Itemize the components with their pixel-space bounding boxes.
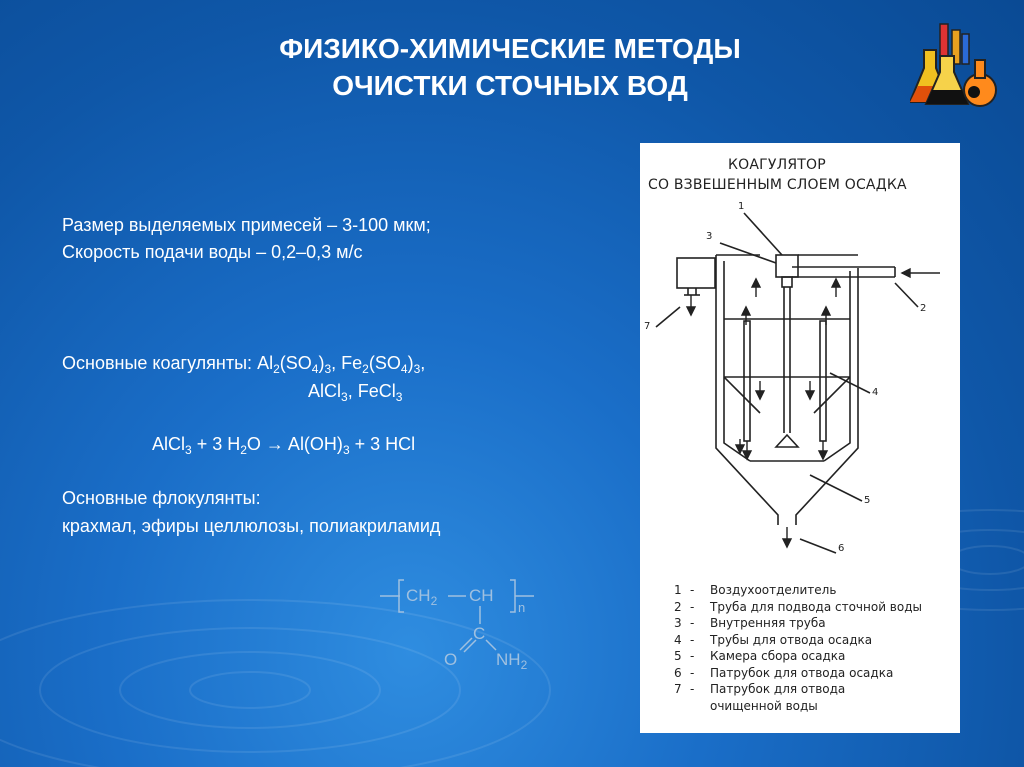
legend-item <box>648 666 960 683</box>
repeat-index: n <box>518 600 526 615</box>
diagram-legend <box>648 583 960 715</box>
legend-item <box>648 600 960 617</box>
formula-part: ) <box>318 353 325 373</box>
subscript: 3 <box>395 390 403 404</box>
legend-item <box>648 682 960 699</box>
diagram-title-2: СО ВЗВЕШЕННЫМ СЛОЕМ ОСАДКА <box>648 177 907 193</box>
oxygen-atom: O <box>444 650 458 669</box>
legend-item-continuation <box>648 699 960 716</box>
legend-text: Трубы для отвода осадка <box>710 632 873 647</box>
legend-text: Воздухоотделитель <box>710 583 837 597</box>
slide-title <box>150 30 870 104</box>
coagulants-line <box>62 351 425 375</box>
hydrolysis-reaction <box>152 432 415 456</box>
formula-part: (SO <box>368 353 401 373</box>
legend-item <box>648 649 960 666</box>
legend-dash: - <box>690 583 695 597</box>
legend-item <box>648 616 960 633</box>
legend-dash: - <box>690 649 695 663</box>
flocculants-list: крахмал, эфиры целлюлозы, полиакриламид <box>62 516 441 536</box>
legend-number: 1 <box>674 583 682 597</box>
formula-part: NH <box>496 650 521 669</box>
legend-dash: - <box>690 632 695 647</box>
subscript: 2 <box>520 658 528 672</box>
subscript: 3 <box>341 390 348 404</box>
coagulator-schematic <box>640 143 960 583</box>
legend-number: 4 <box>674 632 682 647</box>
formula-part: + 3 HCl <box>349 434 416 454</box>
label-7: 7 <box>644 321 651 332</box>
label-2: 2 <box>920 303 927 314</box>
formula-part: , Fe <box>331 353 363 373</box>
legend-number: 2 <box>674 599 682 614</box>
subscript: 2 <box>240 443 247 457</box>
formula-part: , <box>420 353 426 373</box>
subscript: 4 <box>400 362 408 376</box>
label-1: 1 <box>738 201 745 212</box>
ch-group: CH <box>469 586 494 605</box>
subscript: 3 <box>413 362 421 376</box>
subscript: 2 <box>273 362 280 376</box>
diagram-title-1: КОАГУЛЯТОР <box>728 157 826 173</box>
subscript: 4 <box>311 362 319 376</box>
legend-text: Патрубок для отвода <box>710 682 846 696</box>
title-line-2: ОЧИСТКИ СТОЧНЫХ ВОД <box>332 70 688 101</box>
subscript: 3 <box>185 443 192 457</box>
legend-number: 5 <box>674 649 682 663</box>
carbonyl-carbon: C <box>473 624 486 643</box>
formula-part: AlCl <box>152 434 186 454</box>
legend-text: очищенной воды <box>710 698 818 713</box>
amide-group <box>496 650 527 670</box>
coagulator-diagram-panel <box>640 143 960 733</box>
legend-number: 7 <box>674 682 682 696</box>
subscript: 3 <box>324 362 332 376</box>
legend-dash: - <box>690 599 695 614</box>
legend-dash: - <box>690 682 695 696</box>
formula-part: , FeCl <box>347 381 396 401</box>
formula-part: (SO <box>279 353 312 373</box>
flocculants-label: Основные флокулянты: <box>62 488 261 508</box>
polyacrylamide-structure <box>372 570 552 680</box>
formula-part: ) <box>407 353 414 373</box>
subscript: 2 <box>362 362 369 376</box>
legend-item <box>648 583 960 600</box>
legend-number: 3 <box>674 616 682 630</box>
legend-text: Камера сбора осадка <box>710 649 846 663</box>
chemistry-flasks-icon <box>910 20 1000 112</box>
coagulants-line-2 <box>308 379 402 403</box>
legend-dash: - <box>690 665 695 680</box>
legend-text: Труба для подвода сточной воды <box>710 599 922 614</box>
formula-part: Al <box>257 353 274 373</box>
label-3: 3 <box>706 231 713 242</box>
legend-text: Патрубок для отвода осадка <box>710 665 894 680</box>
label-5: 5 <box>864 495 871 506</box>
legend-number: 6 <box>674 665 682 680</box>
ch2-group <box>406 586 437 606</box>
title-line-1: ФИЗИКО-ХИМИЧЕСКИЕ МЕТОДЫ <box>279 33 741 64</box>
formula-part: + 3 H <box>191 434 241 454</box>
legend-dash: - <box>690 616 695 630</box>
coagulants-label: Основные коагулянты: <box>62 353 253 373</box>
subscript: 3 <box>342 443 350 457</box>
formula-part: CH <box>406 586 431 605</box>
param-speed: Скорость подачи воды – 0,2–0,3 м/с <box>62 242 363 262</box>
label-6: 6 <box>838 543 845 554</box>
label-4: 4 <box>872 387 879 398</box>
legend-text: Внутренняя труба <box>710 616 826 630</box>
legend-item <box>648 633 960 650</box>
subscript: 2 <box>430 594 438 608</box>
param-size: Размер выделяемых примесей – 3-100 мкм; <box>62 215 431 235</box>
formula-part: AlCl <box>308 381 342 401</box>
formula-part: O → Al(OH) <box>246 434 343 454</box>
